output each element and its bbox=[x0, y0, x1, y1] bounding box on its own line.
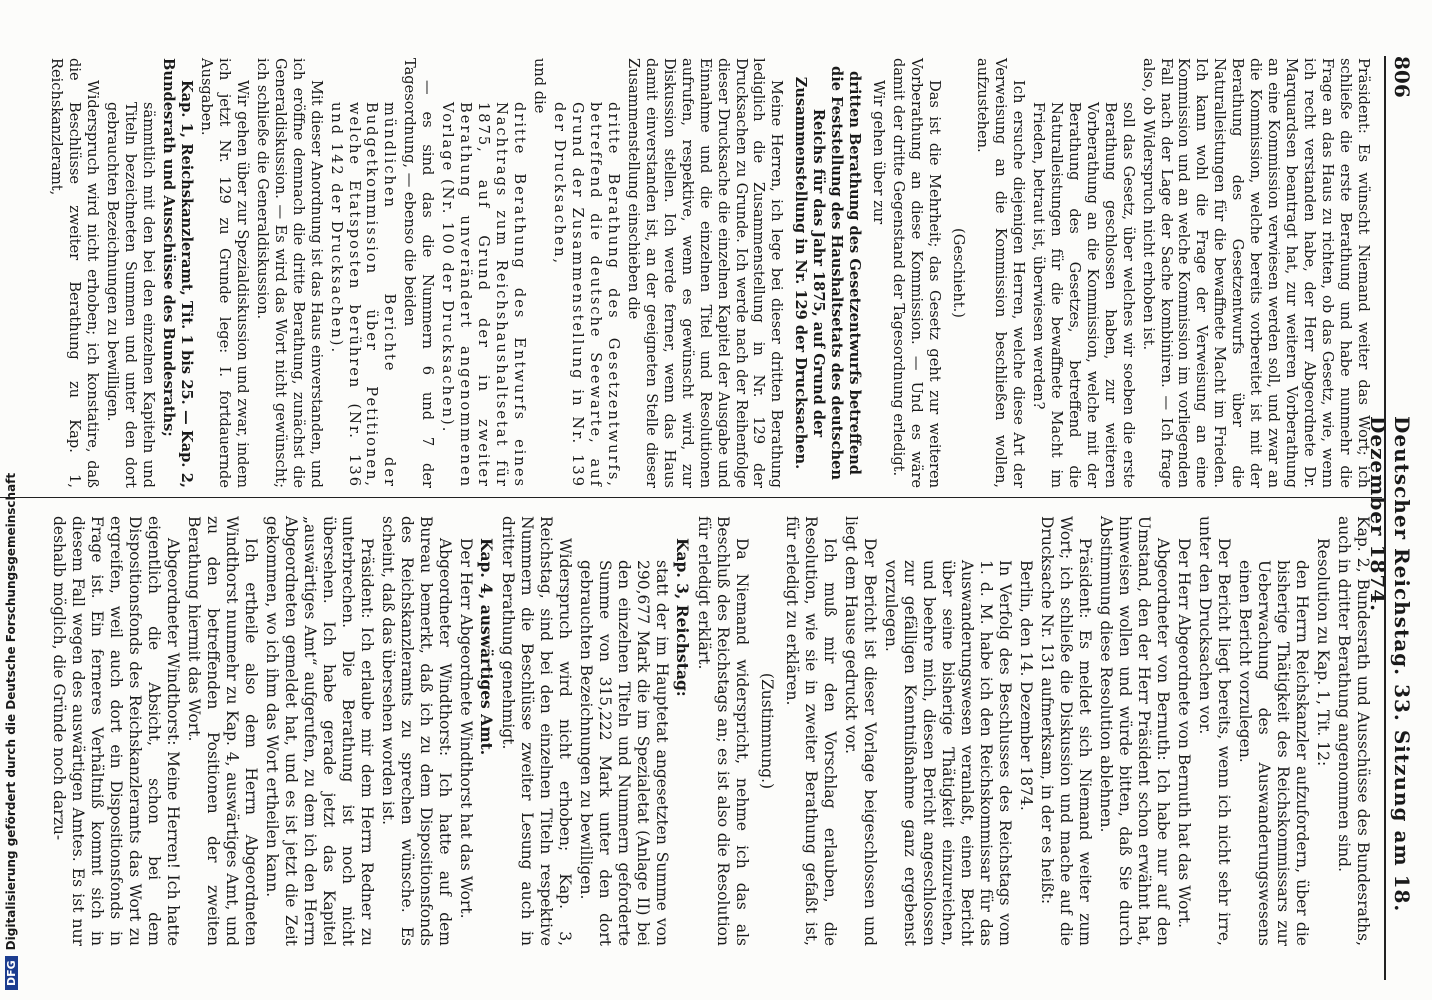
paragraph: und die bbox=[531, 58, 549, 114]
page-number: 806 bbox=[1390, 56, 1414, 98]
paragraph: Der Herr Abgeordnete Windthorst hat das Wort. bbox=[457, 538, 475, 919]
paragraph: Das ist die Mehrheit; das Gesetz geht zur weiteren Vorberathung an diese Kommission. — Und es wäre damit der dritte Gegenstand der Tagesordnung erledigt. bbox=[890, 58, 944, 488]
column-divider bbox=[0, 497, 1382, 498]
paragraph: Wir gehen über zur bbox=[870, 80, 888, 225]
paragraph: In Verfolg des Beschlusses des Reichstags vom 1. d. M. habe ich den Reichskommissar für das Auswanderungswesen veranlaßt, einen Bericht über seine bisherige Thätigkeit einzureichen, und beehre mich, diesen Bericht angeschlossen zur gefälligen Kenntnißnahme ganz ergebenst vorzulegen. bbox=[882, 560, 1014, 946]
paragraph: — es sind das die Nummern 6 und 7 der Tagesordnung, — ebenso die beiden bbox=[401, 58, 437, 488]
paragraph: (Geschieht.) bbox=[950, 228, 968, 318]
paragraph: sämmtlich mit den bei den einzelnen Kapiteln und Titeln bezeichneten Summen und unter den dort gebrauchten Bezeichnungen zu bewilligen. bbox=[104, 102, 158, 488]
header-rule bbox=[1384, 56, 1386, 980]
paragraph: dritten Berathung des Gesetzentwurfs betreffend die Feststellung des Haushaltsetats des deutschen Reichs für das Jahr 1875, auf Grund der Zusammenstellung in Nr. 129 der Drucksachen. bbox=[792, 66, 864, 480]
funding-footer bbox=[4, 0, 18, 990]
paragraph: (Zustimmung.) bbox=[758, 672, 776, 790]
paragraph: Meine Herren, ich lege bei dieser dritten Berathung lediglich die Zusammenstellung in Nr. 129 der Drucksachen zu Grunde. Ich werde nach der Reihenfolge dieser Drucksache die einzelnen Kapitel der Ausgabe und Einnahme und die einzelnen Titel und Resolutionen aufrufen, respektive, wenn es gewünscht wird, zur Diskussion stellen. Ich werde ferner, wenn das Haus damit einverstanden ist, an der geeigneten Stelle dieser Zusammenstellung einschieben die bbox=[624, 58, 786, 488]
paragraph: Der Bericht ist dieser Vorlage beigeschlossen und liegt dem Hause gedruckt vor. bbox=[842, 516, 879, 946]
paragraph: dritte Berathung des Gesetzentwurfs, betreffend die deutsche Seewarte, auf Grund der Zusammenstellung in Nr. 139 der Drucksachen, bbox=[551, 102, 622, 488]
paragraph: dritte Berathung des Entwurfs eines Nachtrags zum Reichshaushaltsetat für 1875, auf Grund der in zweiter Berathung unverändert angenommenen Vorlage (Nr. 100 der Drucksachen). bbox=[439, 102, 529, 488]
paragraph: Widerspruch wird nicht erhoben; ich konstatire, daß die Beschlüsse zweiter Berathung zu Kap. 1, Reichskanzleramt, bbox=[48, 58, 102, 488]
paragraph: Abgeordneter Windthorst: Ich hatte auf dem Bureau bemerkt, daß ich zu dem Dispositionsfonds des Reichskanzleramts zu sprechen wünsche. Es scheint, daß das übersehen worden ist. bbox=[379, 516, 454, 946]
paragraph: Wir gehen über zur Spezialdiskussion und zwar, indem ich jetzt Nr. 129 zu Grunde lege: I. fortdauernde Ausgaben. bbox=[197, 58, 251, 488]
paragraph: Kap. 1, Reichskanzleramt, Tit. 1 bis 25. — Kap. 2, Bundesrath und Ausschüsse des Bundesraths; bbox=[160, 58, 195, 488]
paragraph: Der Bericht liegt bereits, wenn ich nicht sehr irre, unter den Drucksachen vor. bbox=[1196, 516, 1233, 946]
paragraph: Präsident: Ich erlaube mir dem Herrn Redner zu unterbrechen. Die Berathung ist noch nicht übersehen. Ich habe gerade jetzt das Kapitel „auswärtiges Amt“ aufgerufen, zu dem ich den Herrn Abgeordneten gemeldet hat, und es ist jetzt die Zeit gekommen, wo ich ihm das Wort ertheilen kann. bbox=[263, 516, 376, 946]
paragraph: Kap. 3, Reichstag: bbox=[673, 538, 692, 697]
paragraph: Kap. 4, auswärtiges Amt. bbox=[477, 538, 496, 756]
paragraph: Da Niemand widerspricht, nehme ich das als Beschluß des Reichstags an; es ist also die Resolution für erledigt erklärt. bbox=[695, 516, 751, 946]
paragraph: Abgeordneter von Bernuth: Ich habe nur auf den Umstand, den der Herr Präsident schon erwähnt hat, hinweisen wollen und würde bitten, daß Sie durch Abstimmung diese Resolution ablehnen. bbox=[1097, 516, 1172, 946]
paragraph: soll das Gesetz, über welches wir soeben die erste Berathung geschlossen haben, zur weiteren Vorberathung an die Kommission, welche mit der Berathung des Gesetzes, betreffend die Naturalleistungen für die bewaffnete Macht im Frieden, betraut ist, überwiesen werden? bbox=[1029, 102, 1137, 488]
paragraph: Resolution zu Kap. 1, Tit. 12: bbox=[1314, 538, 1332, 767]
paragraph: Ich ersuche diejenigen Herren, welche diese Art der Verweisung an die Kommission beschließen wollen, aufzustehen. bbox=[973, 58, 1027, 488]
paragraph: Ich ertheile also dem Herrn Abgeordneten Windthorst nunmehr zu Kap. 4, auswärtiges Amt, und zu den betreffenden Positionen der zweiten Berathung hiermit das Wort. bbox=[185, 516, 260, 946]
paragraph: den Herrn Reichskanzler aufzufordern, über die bisherige Thätigkeit des Reichskommissars zur Ueberwachung des Auswanderungswesens einen Bericht vorzulegen. bbox=[1236, 560, 1311, 946]
paragraph: Kap. 2, Bundesrath und Ausschüsse des Bundesraths, auch in dritter Berathung angenommen sind. bbox=[1335, 516, 1372, 946]
paragraph: Berlin, den 14. Dezember 1874. bbox=[1017, 560, 1035, 811]
paragraph: mündlichen Berichte der Budgetkommission über Petitionen, welche Etatsposten berühren (Nr. 136 und 142 der Drucksachen). bbox=[327, 102, 399, 488]
paragraph: Widerspruch wird nicht erhoben; Kap. 3, Reichstag, sind bei den einzelnen Titeln respektive Nummern die Beschlüsse zweiter Lesung auch in dritter Berathung genehmigt. bbox=[499, 516, 574, 946]
dfg-logo: DFG bbox=[5, 956, 18, 990]
paragraph: Präsident: Es meldet sich Niemand weiter zum Wort; ich schließe die Diskussion und mache auf die Drucksache Nr. 131 aufmerksam, in der es heißt: bbox=[1038, 516, 1094, 946]
paragraph: Präsident: Es wünscht Niemand weiter das Wort; ich schließe die erste Berathung und habe nunmehr die Frage an das Haus zu richten, ob das Gesetz, wie, wenn ich recht verstanden habe, der Herr Abgeordnete Dr. Marquardsen beantragt hat, zur weiteren Vorberathung an eine Kommission verwiesen werden soll, und zwar an die Kommission, welche bereits vorbereitet ist mit der Berathung des Gesetzentwurfs über die Naturalleistungen für die bewaffnete Macht im Frieden. Ich kann wohl die Frage der Verweisung an eine Kommission und an welche Kommission im vorliegenden Fall nach der Lage der Sache kombiniren. — Ich frage also, ob Widerspruch nicht erhoben ist. bbox=[1139, 58, 1372, 488]
left-column bbox=[45, 58, 1372, 488]
paragraph: statt der im Hauptetat angesetzten Summe von 290,677 Mark die im Spezialetat (Anlage II) bei den einzelnen Titeln und Nummern geforderte Summe von 315,222 Mark unter den dort gebrauchten Bezeichnungen zu bewilligen. bbox=[577, 560, 671, 946]
right-column bbox=[47, 516, 1372, 946]
running-title: Deutscher Reichstag. 33. Sitzung am 18. Dezember 1874. bbox=[1366, 416, 1414, 913]
paragraph: Abgeordneter Windthorst: Meine Herren! Ich hatte eigentlich die Absicht, schon bei dem Dispositionsfonds des Reichskanzleramts das Wort zu ergreifen, weil auch dort ein Dispositionsfonds in Frage ist. Ein ferneres Verhältniß kommt sich in diesem Fall wegen des auswärtigen Amtes. Es ist nur deshalb möglich, die Gründe noch darzu- bbox=[50, 516, 182, 946]
paragraph: Mit dieser Anordnung ist das Haus einverstanden, und ich eröffne demnach die dritte Berathung, zunächst die Generaldiskussion. — Es wird das Wort nicht gewünscht; ich schließe die Generaldiskussion. bbox=[253, 58, 325, 488]
funding-text: Digitalisierung gefördert durch die Deutsche Forschungsgemeinschaft bbox=[4, 472, 18, 951]
paragraph: Der Herr Abgeordnete von Bernuth hat das Wort. bbox=[1175, 538, 1193, 929]
paragraph: Ich muß mir den Vorschlag erlauben, die Resolution, wie sie in zweiter Berathung gefaßt ist, für erledigt zu erklären. bbox=[783, 516, 839, 946]
